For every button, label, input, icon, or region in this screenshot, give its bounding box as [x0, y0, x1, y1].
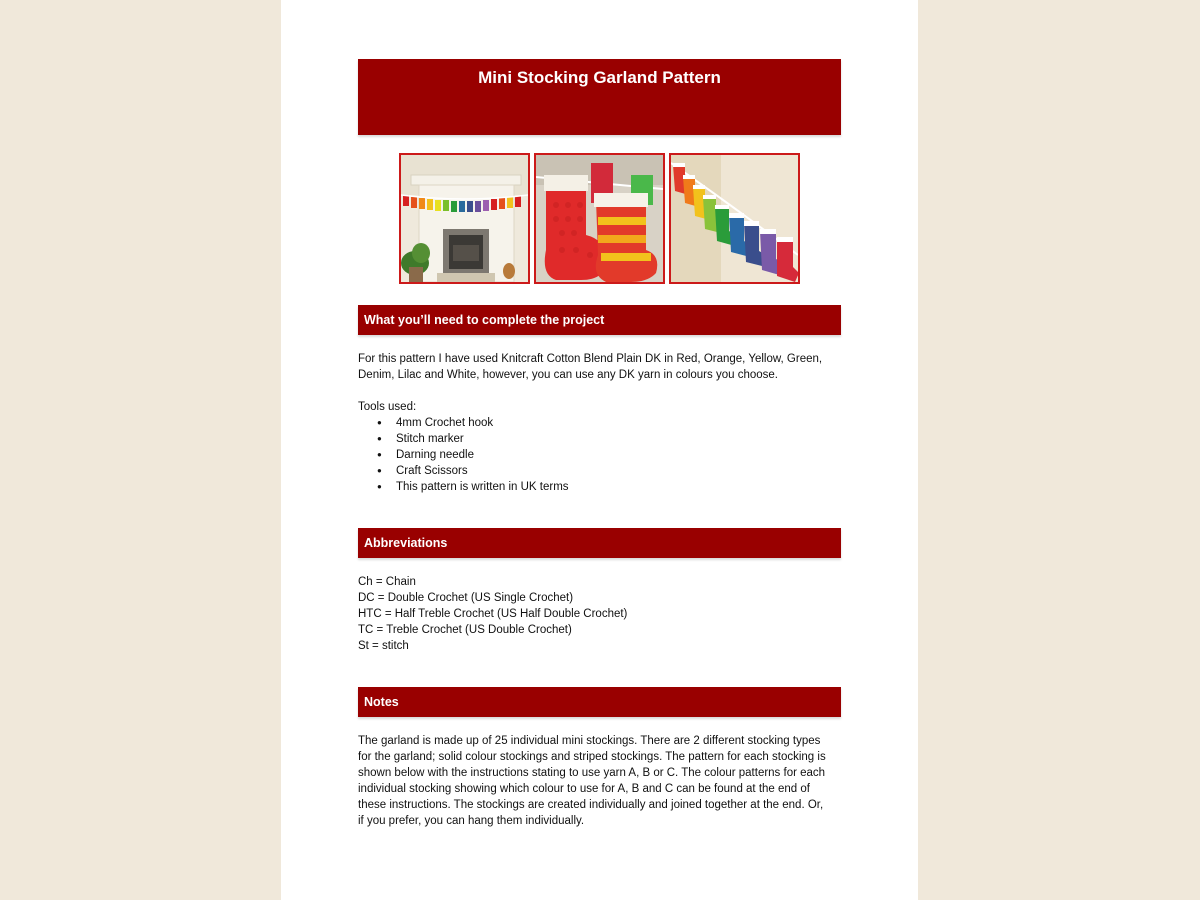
title-banner — [358, 59, 841, 135]
photo-fireplace-garland — [399, 153, 530, 284]
notes-line: if you prefer, you can hang them individually. — [358, 815, 585, 827]
tool-item: ● Craft Scissors — [377, 463, 841, 479]
abbreviation-item: St = stitch — [358, 640, 409, 652]
notes-line: these instructions. The stockings are created individually and joined together at the end. Or, — [358, 799, 824, 811]
tool-item: ● Darning needle — [377, 447, 841, 463]
needs-intro-line: Denim, Lilac and White, however, you can use any DK yarn in colours you choose. — [358, 369, 778, 381]
tool-item: ● 4mm Crochet hook — [377, 415, 841, 431]
section-heading-notes: Notes — [358, 687, 841, 717]
abbreviation-item: Ch = Chain — [358, 576, 416, 588]
notes-text — [358, 733, 841, 829]
section-heading-abbreviations: Abbreviations — [358, 528, 841, 558]
page-title: Mini Stocking Garland Pattern — [478, 68, 721, 87]
abbreviation-item: DC = Double Crochet (US Single Crochet) — [358, 592, 574, 604]
needs-intro-line: For this pattern I have used Knitcraft Cotton Blend Plain DK in Red, Orange, Yellow, Green, — [358, 353, 823, 365]
tool-item: ● This pattern is written in UK terms — [377, 479, 841, 495]
abbreviations-list — [358, 574, 841, 654]
notes-line: The garland is made up of 25 individual mini stockings. There are 2 different stocking types — [358, 735, 821, 747]
photo-red-stockings — [534, 153, 665, 284]
section-heading-needs: What you’ll need to complete the project — [358, 305, 841, 335]
notes-line: for the garland; solid colour stockings and striped stockings. The pattern for each stocking is — [358, 751, 826, 763]
notes-line: shown below with the instructions stating to use yarn A, B or C. The colour patterns for each — [358, 767, 826, 779]
tools-list — [358, 415, 841, 495]
abbreviation-item: TC = Treble Crochet (US Double Crochet) — [358, 624, 572, 636]
notes-line: individual stocking showing which colour to use for A, B and C can be found at the end of — [358, 783, 810, 795]
photo-strip — [358, 153, 841, 284]
tool-item: ● Stitch marker — [377, 431, 841, 447]
photo-rainbow-stockings — [669, 153, 800, 284]
document-page — [281, 0, 918, 900]
abbreviation-item: HTC = Half Treble Crochet (US Half Double Crochet) — [358, 608, 628, 620]
needs-intro — [358, 351, 841, 383]
document-content — [358, 59, 841, 829]
tools-label: Tools used: — [358, 401, 417, 413]
